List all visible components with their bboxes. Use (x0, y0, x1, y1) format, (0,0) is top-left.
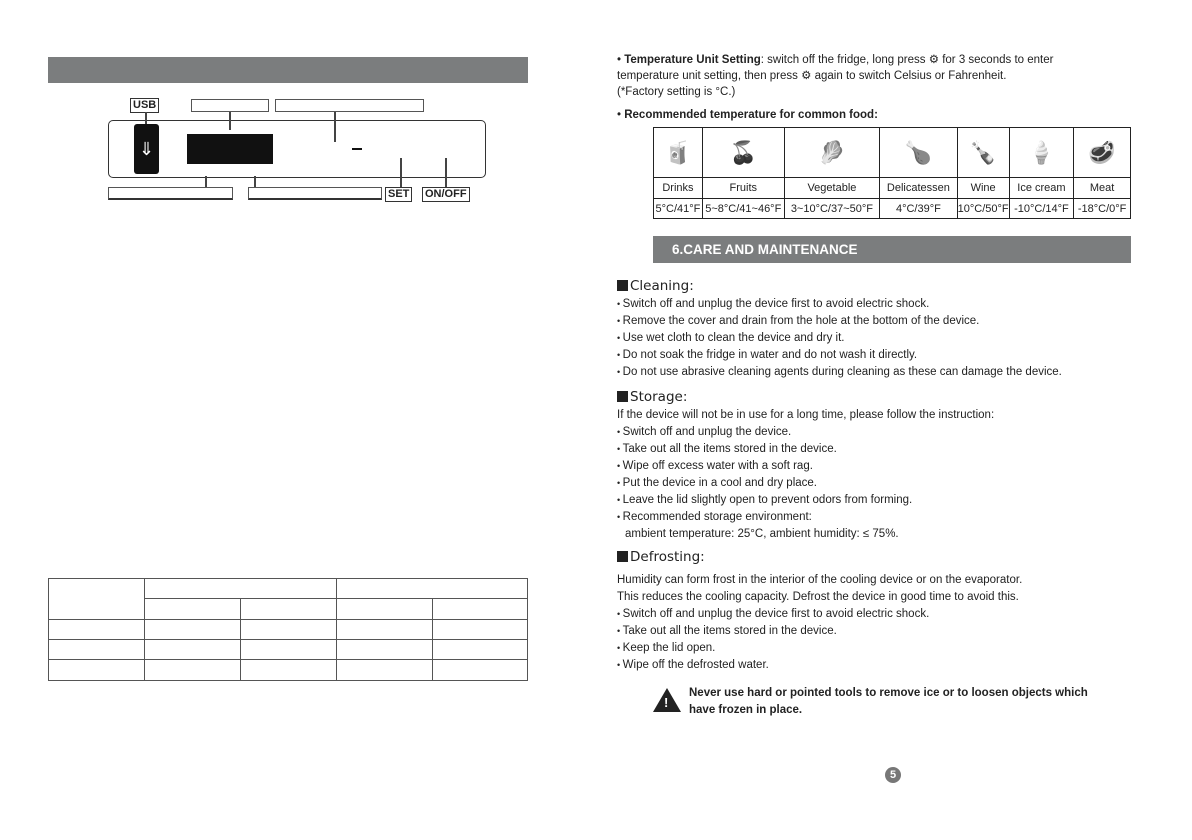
food-temperature-table (653, 127, 1131, 219)
food-icon-cell (957, 128, 1009, 178)
cleaning-item: • Do not use abrasive cleaning agents during cleaning as these can damage the device. (617, 364, 1062, 380)
storage-item: • Leave the lid slightly open to prevent odors from forming. (617, 492, 912, 508)
defrosting-intro: Humidity can form frost in the interior of the cooling device or on the evaporator. (617, 574, 1023, 586)
cleaning-item: • Remove the cover and drain from the hole at the bottom of the device. (617, 313, 979, 329)
defrosting-item: • Wipe off the defrosted water. (617, 657, 769, 673)
section-header-bar (48, 57, 528, 83)
storage-item: • Switch off and unplug the device. (617, 424, 791, 440)
square-bullet-icon (617, 391, 628, 402)
factory-setting-note: (*Factory setting is °C.) (617, 86, 736, 98)
gear-icon: ⚙ (801, 70, 812, 82)
storage-item: • Put the device in a cool and dry place. (617, 475, 817, 491)
recommended-temp-title: • Recommended temperature for common food: (617, 109, 878, 121)
control-panel-outline (108, 120, 486, 178)
ice-cream-icon: 🍦 (1027, 139, 1056, 165)
food-name: Wine (957, 178, 1009, 199)
food-temperature: 5~8°C/41~46°F (702, 199, 784, 219)
food-name: Ice cream (1009, 178, 1074, 199)
food-temperature: 3~10°C/37~50°F (784, 199, 880, 219)
storage-environment: ambient temperature: 25°C, ambient humidity: ≤ 75%. (625, 528, 899, 540)
food-name: Drinks (654, 178, 703, 199)
cherry-icon: 🍒 (729, 139, 757, 165)
defrosting-intro: This reduces the cooling capacity. Defrost the device in good time to avoid this. (617, 591, 1019, 603)
food-icon-cell (1009, 128, 1074, 178)
food-temperature: -10°C/14°F (1009, 199, 1074, 219)
storage-heading: Storage: (617, 389, 687, 405)
storage-intro: If the device will not be in use for a long time, please follow the instruction: (617, 409, 995, 421)
food-temperature: -18°C/0°F (1074, 199, 1131, 219)
page-number: 5 (885, 767, 901, 783)
food-icon-cell (784, 128, 880, 178)
steak-icon: 🥩 (1088, 139, 1116, 165)
defrosting-item: • Take out all the items stored in the device. (617, 623, 837, 639)
food-icon-cell (880, 128, 957, 178)
food-name: Fruits (702, 178, 784, 199)
minus-mark (352, 148, 362, 150)
food-icon-cell (654, 128, 703, 178)
food-icon-cell (1074, 128, 1131, 178)
food-temperature: 4°C/39°F (880, 199, 957, 219)
square-bullet-icon (617, 551, 628, 562)
bottle-icon: 🧃 (664, 139, 692, 165)
cleaning-item: • Use wet cloth to clean the device and dry it. (617, 330, 844, 346)
temp-unit-setting-line2: temperature unit setting, then press ⚙ again to switch Celsius or Fahrenheit. (617, 70, 1007, 82)
defrosting-item: • Switch off and unplug the device first to avoid electric shock. (617, 606, 929, 622)
on-off-button-label: ON/OFF (422, 187, 470, 202)
vegetable-icon: 🥬 (818, 139, 846, 165)
set-button-label: SET (385, 187, 412, 202)
usb-label: USB (130, 98, 159, 113)
gear-icon: ⚙ (928, 54, 939, 66)
warning-text-1: Never use hard or pointed tools to remove ice or to loosen objects which (689, 687, 1088, 699)
square-bullet-icon (617, 280, 628, 291)
food-name: Delicatessen (880, 178, 957, 199)
food-temperature: 5°C/41°F (654, 199, 703, 219)
display-screen (187, 134, 273, 164)
cleaning-heading: Cleaning: (617, 278, 694, 294)
usb-port-icon: ⇓ (134, 124, 159, 174)
storage-item: • Recommended storage environment: (617, 509, 812, 525)
defrosting-item: • Keep the lid open. (617, 640, 715, 656)
storage-item: • Wipe off excess water with a soft rag. (617, 458, 813, 474)
defrosting-heading: Defrosting: (617, 549, 705, 565)
temp-unit-setting-line1: • Temperature Unit Setting: switch off the fridge, long press ⚙ for 3 seconds to enter (617, 54, 1054, 66)
section-header-care: 6.CARE AND MAINTENANCE (653, 236, 1131, 263)
food-icon-cell (702, 128, 784, 178)
wine-bottle-icon: 🍾 (969, 139, 997, 165)
cleaning-item: • Switch off and unplug the device first to avoid electric shock. (617, 296, 929, 312)
food-name: Meat (1074, 178, 1131, 199)
food-temperature: 10°C/50°F (957, 199, 1009, 219)
roast-chicken-icon: 🍗 (904, 139, 933, 165)
spec-table (48, 578, 528, 681)
cleaning-item: • Do not soak the fridge in water and do not wash it directly. (617, 347, 917, 363)
food-name: Vegetable (784, 178, 880, 199)
warning-text-2: have frozen in place. (689, 704, 803, 716)
storage-item: • Take out all the items stored in the device. (617, 441, 837, 457)
